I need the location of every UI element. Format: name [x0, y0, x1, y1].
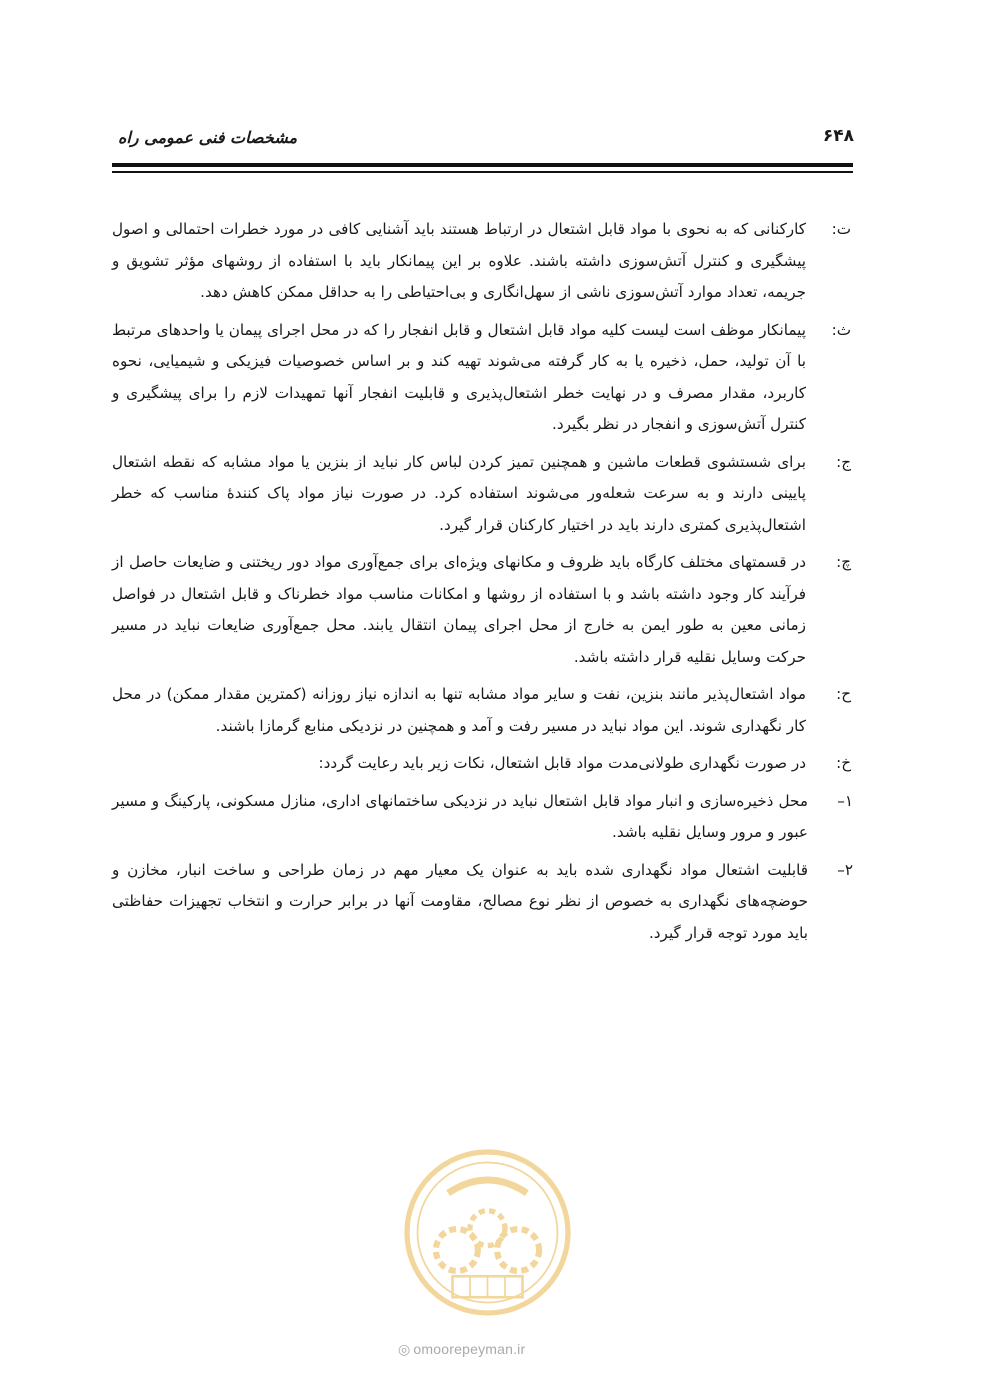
sub-list-item — [112, 855, 853, 950]
item-text: در صورت نگهداری طولانی‌مدت مواد قابل اشتعال، نکات زیر باید رعایت گردد: — [318, 754, 806, 772]
running-header-title: مشخصات فنی عمومی راه — [118, 128, 298, 147]
list-item — [112, 748, 853, 780]
item-label: ج: — [836, 452, 851, 471]
item-text: مواد اشتعال‌پذیر مانند بنزین، نفت و سایر مواد مشابه تنها به اندازه نیاز روزانه (کمترین مقدار ممکن) در محل کار نگهداری شوند. این مواد نباید در مسیر رفت و آمد و همچنین در نزدیکی منابع گرمازا باشند. — [112, 685, 806, 735]
page-number: ۶۴۸ — [822, 126, 854, 146]
sub-item-label: ۲– — [837, 860, 853, 879]
item-label: چ: — [836, 553, 851, 571]
list-item — [112, 547, 853, 673]
globe-icon: ◎ — [398, 1341, 411, 1357]
header-rule-thin — [112, 171, 853, 173]
item-text: پیمانکار موظف است لیست کلیه مواد قابل اشتعال و قابل انفجار را که در محل اجرای پیمان یا واحدهای مرتبط با آن تولید، حمل، ذخیره یا به کار گرفته می‌شوند تهیه کند و بر اساس خصوصیات فیزیکی و شیمیایی، نحوه کاربرد، مقدار مصرف و در نهایت خطر اشتعال‌پذیری و قابلیت انفجار آنها تمهیدات لازم را برای پیشگیری و کنترل آتش‌سوزی و انفجار در نظر بگیرد. — [112, 320, 806, 433]
sub-item-text: محل ذخیره‌سازی و انبار مواد قابل اشتعال نباید در نزدیکی ساختمانهای اداری، منازل مسکونی، پارکینگ و مسیر عبور و مرور وسایل نقلیه باشد. — [112, 791, 808, 841]
header-rule-thick — [112, 163, 853, 167]
item-label: ث: — [831, 320, 851, 339]
item-label: ت: — [831, 220, 851, 238]
watermark-seal-icon — [400, 1145, 575, 1320]
body-content — [112, 214, 853, 955]
list-item — [112, 315, 853, 441]
sub-list-item — [112, 786, 853, 849]
watermark-site-text — [398, 1341, 525, 1358]
item-label: ح: — [836, 685, 851, 703]
sub-item-label: ۱– — [837, 791, 853, 810]
item-text: برای شستشوی قطعات ماشین و همچنین تمیز کردن لباس کار نباید از بنزین یا مواد مشابه که نقطه اشتعال پایینی دارند و به سرعت شعله‌ور می‌شوند استفاده کرد. در صورت نیاز مواد پاک کنندهٔ مناسب که خطر اشتعال‌پذیری کمتری دارند باید در اختیار کارکنان قرار گیرد. — [112, 452, 806, 534]
item-text: کارکنانی که به نحوی با مواد قابل اشتعال در ارتباط هستند باید آشنایی کافی در مورد خطرات احتمالی و اصول پیشگیری و کنترل آتش‌سوزی داشته باشند. علاوه بر این پیمانکار باید با استفاده از روشهای مؤثر تشویق و جریمه، تعداد موارد آتش‌سوزی ناشی از سهل‌انگاری و بی‌احتیاطی را به حداقل ممکن کاهش دهد. — [112, 220, 806, 301]
list-item — [112, 447, 853, 542]
item-text: در قسمتهای مختلف کارگاه باید ظروف و مکانهای ویژه‌ای برای جمع‌آوری مواد دور ریختنی و ضایعات حاصل از فرآیند کار وجود داشته باشد و با استفاده از روشها و امکانات مناسب مواد خطرناک و قابل اشتعال در فواصل زمانی معین به طور ایمن به خارج از محل اجرای پیمان انتقال یابند. محل جمع‌آوری ضایعات نباید در مسیر حرکت وسایل نقلیه قرار داشته باشد. — [112, 553, 806, 666]
item-label: خ: — [836, 754, 851, 772]
list-item — [112, 679, 853, 742]
watermark-site-label: omoorepeyman.ir — [413, 1341, 526, 1357]
list-item — [112, 214, 853, 309]
sub-item-text: قابلیت اشتعال مواد نگهداری شده باید به عنوان یک معیار مهم در زمان طراحی و ساخت انبار، مخازن و حوضچه‌های نگهداری به خصوص از نظر نوع مصالح، مقاومت آنها در برابر حرارت و انتخاب تجهیزات حفاظتی باید مورد توجه قرار گیرد. — [112, 860, 808, 942]
